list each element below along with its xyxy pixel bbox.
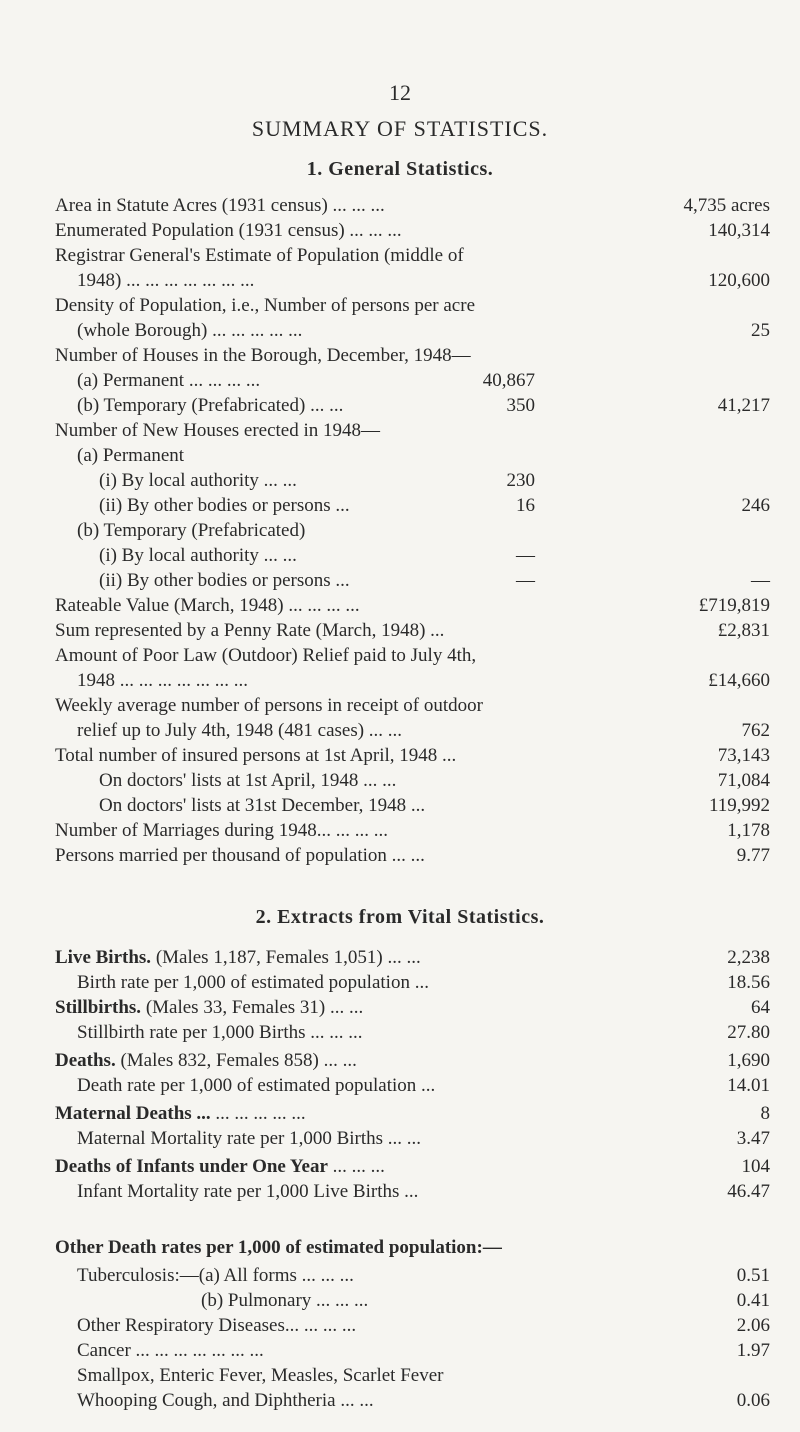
row-label: Smallpox, Enteric Fever, Measles, Scarlet Fever (77, 1365, 444, 1386)
row-label: Enumerated Population (1931 census) ... ... ... (55, 220, 402, 241)
vital-row (55, 971, 770, 995)
stat-row (55, 344, 770, 368)
row-label: (b) Temporary (Prefabricated) ... ... (77, 395, 344, 416)
row-value: 0.51 (736, 1265, 770, 1286)
row-label-bold: Deaths. (55, 1050, 116, 1071)
vital-row (55, 1074, 770, 1098)
stat-row (55, 719, 770, 743)
row-label: (b) Temporary (Prefabricated) (77, 520, 306, 541)
row-label: Amount of Poor Law (Outdoor) Relief paid to July 4th, (55, 645, 477, 666)
vital-row (55, 946, 770, 970)
row-label: (b) Pulmonary ... ... ... (201, 1290, 369, 1311)
section-heading-vital: 2. Extracts from Vital Statistics. (255, 906, 545, 928)
page-title: SUMMARY OF STATISTICS. (251, 116, 549, 141)
stat-row (55, 594, 770, 618)
row-label: Total number of insured persons at 1st April, 1948 ... (55, 745, 457, 766)
row-value: 14.01 (727, 1075, 770, 1096)
row-label: (i) By local authority ... ... (99, 545, 297, 566)
stat-row (55, 644, 770, 668)
stat-row (55, 494, 770, 518)
page-number: 12 (389, 80, 411, 105)
stat-row (55, 394, 770, 418)
row-value: 4,735 acres (683, 195, 770, 216)
stat-row (55, 619, 770, 643)
row-label: Number of Marriages during 1948... ... ... ... (55, 820, 388, 841)
row-label: Number of New Houses erected in 1948— (55, 420, 381, 441)
row-label: 1948 ... ... ... ... ... ... ... (77, 670, 248, 691)
death-rate-row (55, 1364, 770, 1388)
vital-row (55, 1102, 770, 1126)
row-subtotal: — (516, 545, 535, 566)
row-value: 140,314 (708, 220, 770, 241)
row-value: 8 (760, 1103, 770, 1124)
row-value: 18.56 (727, 972, 770, 993)
row-label: Area in Statute Acres (1931 census) ... ... ... (55, 195, 385, 216)
vital-row (55, 1049, 770, 1073)
row-label: (i) By local authority ... ... (99, 470, 297, 491)
row-value: 9.77 (736, 845, 770, 866)
row-label: Birth rate per 1,000 of estimated population ... (77, 972, 429, 993)
row-label: Cancer ... ... ... ... ... ... ... (77, 1340, 264, 1361)
row-label: (whole Borough) ... ... ... ... ... (77, 320, 303, 341)
stat-row (55, 319, 770, 343)
row-subtotal: — (516, 570, 535, 591)
row-value: £14,660 (708, 670, 770, 691)
row-label: Death rate per 1,000 of estimated population ... (77, 1075, 436, 1096)
vital-row (55, 996, 770, 1020)
vital-row (55, 1155, 770, 1179)
row-label: Tuberculosis:—(a) All forms ... ... ... (77, 1265, 354, 1286)
death-rate-row (55, 1314, 770, 1338)
row-value: 120,600 (708, 270, 770, 291)
row-value: 64 (751, 997, 770, 1018)
row-value: 1,178 (727, 820, 770, 841)
row-value: 2.06 (736, 1315, 770, 1336)
vital-row (55, 1127, 770, 1151)
row-value: — (751, 570, 770, 591)
row-label: Density of Population, i.e., Number of persons per acre (55, 295, 476, 316)
row-label: Number of Houses in the Borough, December, 1948— (55, 345, 471, 366)
row-label: 1948) ... ... ... ... ... ... ... (77, 270, 255, 291)
stat-row (55, 444, 770, 468)
row-value: 71,084 (717, 770, 770, 791)
row-label: Other Respiratory Diseases... ... ... ... (77, 1315, 357, 1336)
row-label: Stillbirth rate per 1,000 Births ... ... ... (77, 1022, 363, 1043)
row-value: 73,143 (717, 745, 770, 766)
row-value: 46.47 (727, 1181, 770, 1202)
row-label: (ii) By other bodies or persons ... (99, 495, 350, 516)
row-label-bold: Deaths of Infants under One Year (55, 1156, 328, 1177)
row-label: (a) Permanent (77, 445, 185, 466)
row-value: 762 (741, 720, 770, 741)
vital-row (55, 1021, 770, 1045)
row-subtotal: 16 (516, 495, 535, 516)
stat-row (55, 794, 770, 818)
row-label: Weekly average number of persons in receipt of outdoor (55, 695, 483, 716)
row-value: 41,217 (717, 395, 770, 416)
stat-row (55, 819, 770, 843)
stat-row (55, 569, 770, 593)
death-rate-row (55, 1289, 770, 1313)
stat-row (55, 419, 770, 443)
stat-row (55, 369, 770, 393)
stat-row (55, 269, 770, 293)
row-value: 3.47 (736, 1128, 770, 1149)
row-value: 0.06 (736, 1390, 770, 1411)
stat-row (55, 844, 770, 868)
row-value: 104 (741, 1156, 770, 1177)
row-label: (Males 832, Females 858) ... ... (120, 1050, 357, 1071)
row-label: Registrar General's Estimate of Population (middle of (55, 245, 464, 266)
stat-row (55, 544, 770, 568)
stat-row (55, 244, 770, 268)
row-value: 0.41 (736, 1290, 770, 1311)
death-rate-row (55, 1389, 770, 1413)
row-label-bold: Live Births. (55, 947, 152, 968)
stat-row (55, 669, 770, 693)
row-label: relief up to July 4th, 1948 (481 cases) ... ... (77, 720, 403, 741)
row-value: £719,819 (698, 595, 770, 616)
row-value: 25 (751, 320, 770, 341)
stat-row (55, 694, 770, 718)
section-heading-general: 1. General Statistics. (306, 158, 494, 180)
row-label: Rateable Value (March, 1948) ... ... ... ... (55, 595, 360, 616)
row-label: ... ... ... (332, 1156, 385, 1177)
row-subtotal: 350 (506, 395, 535, 416)
stat-row (55, 744, 770, 768)
stat-row (55, 294, 770, 318)
row-label: Infant Mortality rate per 1,000 Live Births ... (77, 1181, 419, 1202)
stat-row (55, 219, 770, 243)
row-value: 246 (741, 495, 770, 516)
row-value: 119,992 (708, 795, 770, 816)
row-subtotal: 230 (506, 470, 535, 491)
death-rate-row (55, 1264, 770, 1288)
row-subtotal: 40,867 (482, 370, 535, 391)
row-label: Whooping Cough, and Diphtheria ... ... (77, 1390, 374, 1411)
row-value: 2,238 (727, 947, 770, 968)
death-rate-row (55, 1339, 770, 1363)
row-label: Persons married per thousand of population ... ... (55, 845, 425, 866)
row-label: (a) Permanent ... ... ... ... (77, 370, 261, 391)
section-heading-other-death-rates: Other Death rates per 1,000 of estimated population:— (55, 1237, 502, 1258)
row-value: 27.80 (727, 1022, 770, 1043)
row-label: Sum represented by a Penny Rate (March, 1948) ... (55, 620, 445, 641)
row-label: ... ... ... ... ... (215, 1103, 306, 1124)
row-label: (Males 33, Females 31) ... ... (145, 997, 364, 1018)
row-label-bold: Stillbirths. (55, 997, 142, 1018)
row-label: (ii) By other bodies or persons ... (99, 570, 350, 591)
stat-row (55, 769, 770, 793)
row-label: (Males 1,187, Females 1,051) ... ... (155, 947, 421, 968)
stat-row (55, 519, 770, 543)
row-value: 1.97 (736, 1340, 770, 1361)
row-label: Maternal Mortality rate per 1,000 Births ... ... (77, 1128, 422, 1149)
stat-row (55, 469, 770, 493)
vital-row (55, 1180, 770, 1204)
row-value: £2,831 (717, 620, 770, 641)
row-label: On doctors' lists at 1st April, 1948 ... ... (99, 770, 397, 791)
row-value: 1,690 (727, 1050, 770, 1071)
stat-row (55, 194, 770, 218)
row-label: On doctors' lists at 31st December, 1948 ... (99, 795, 426, 816)
other-death-rates-heading-row (55, 1236, 770, 1260)
row-label-bold: Maternal Deaths ... (55, 1103, 211, 1124)
